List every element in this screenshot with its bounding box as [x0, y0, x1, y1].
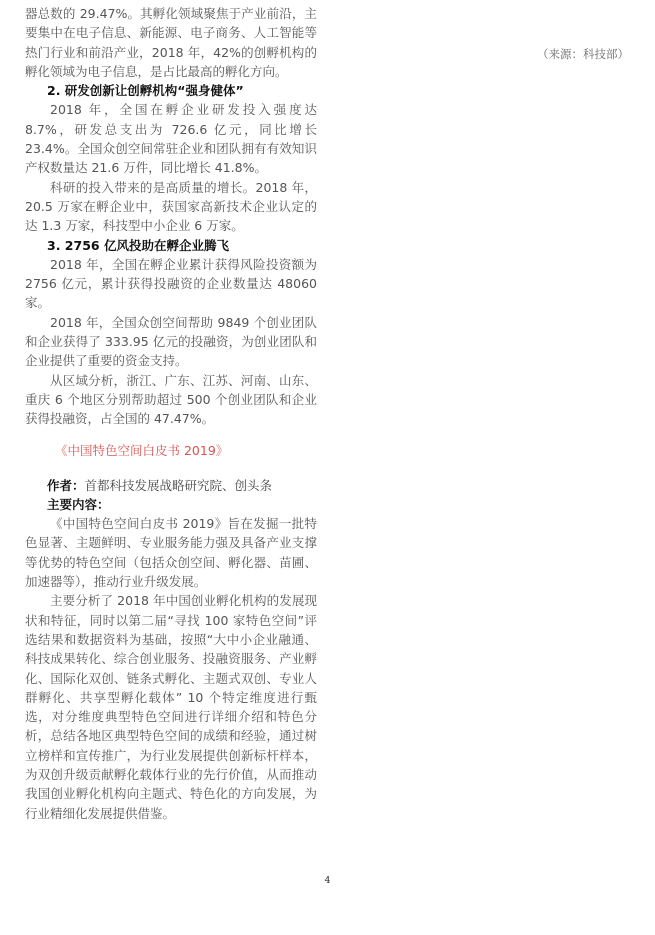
- paragraph-venture-total: 2018 年，全国在孵企业累计获得风险投资额为 2756 亿元，累计获得投融资的企业数量达 48060 家。: [25, 256, 317, 311]
- main-column: [25, 4, 317, 823]
- main-content-label: 主要内容：: [47, 496, 110, 512]
- heading-rd-innovation: 2. 研发创新让创孵机构“强身健体”: [47, 83, 244, 99]
- source-note: （来源：科技部）: [537, 47, 629, 61]
- author-value: 首都科技发展战略研究院、创头条: [84, 477, 273, 493]
- paragraph-rd-investment: 2018 年，全国在孵企业研发投入强度达 8.7%，研发总支出为 726.6 亿元，同比增长 23.4%。全国众创空间常驻企业和团队拥有有效知识产权数量达 21.6 万件，同比增长 41.8%。: [25, 102, 317, 176]
- paragraph-makerspace-financing: 2018 年，全国众创空间帮助 9849 个创业团队和企业获得了 333.95 亿元的投融资，为创业团队和企业提供了重要的资金支持。: [25, 314, 317, 369]
- heading-venture-capital: 3. 2756 亿风投助在孵企业腾飞: [47, 237, 229, 253]
- paragraph-regional-analysis: 从区域分析，浙江、广东、江苏、河南、山东、重庆 6 个地区分别帮助超过 500 个创业团队和企业获得投融资，占全国的 47.47%。: [25, 372, 317, 427]
- paragraph-section1-tail: 器总数的 29.47%。其孵化领域聚焦于产业前沿，主要集中在电子信息、新能源、电子商务、人工智能等热门行业和前沿产业，2018 年，42%的创孵机构的孵化领域为电子信息，是占比最高的孵化方向。: [25, 6, 317, 79]
- paragraph-whitepaper-purpose: 《中国特色空间白皮书 2019》旨在发掘一批特色显著、主题鲜明、专业服务能力强及具备产业支撑等优势的特色空间（包括众创空间、孵化器、苗圃、加速器等），推动行业升级发展。: [25, 516, 317, 590]
- author-label: 作者：: [47, 477, 85, 493]
- page-number: 4: [324, 876, 331, 886]
- book-title: 《中国特色空间白皮书 2019》: [55, 442, 229, 458]
- paragraph-quality-growth: 科研的投入带来的是高质量的增长。2018 年，20.5 万家在孵企业中，获国家高新技术企业认定的达 1.3 万家，科技型中小企业 6 万家。: [25, 179, 317, 234]
- paragraph-whitepaper-analysis: 主要分析了 2018 年中国创业孵化机构的发展现状和特征，同时以第二届“寻找 100 家特色空间”评选结果和数据资料为基础，按照“大中小企业融通、科技成果转化、综合创业服务、投融资服务、产业孵化、国际化双创、链条式孵化、主题式双创、专业人群孵化、共享型孵化载体” 10 个特定维度进行甄选，对分维度典型特色空间进行详细介绍和特色分析，总结各地区典型特色空间的成绩和经验，通过树立榜样和宣传推广，为行业发展提供创新标杆样本，为双创升级贡献孵化载体行业的先行价值，从而推动我国创业孵化机构向主题式、特色化的方向发展，为行业精细化发展提供借鉴。: [25, 593, 317, 821]
- author-line: [25, 476, 317, 495]
